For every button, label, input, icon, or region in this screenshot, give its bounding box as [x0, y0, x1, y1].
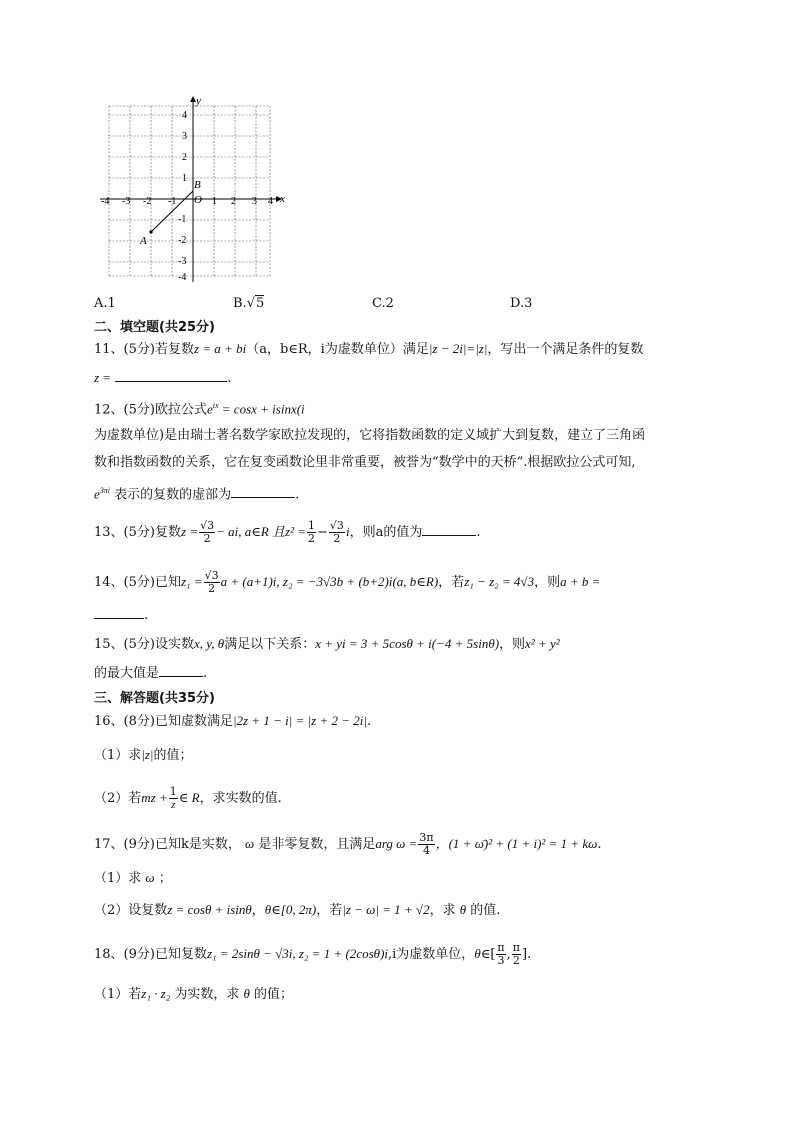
- option-b: B.√5: [233, 296, 265, 311]
- y-tick-label: -3: [178, 256, 187, 267]
- question-14-answer: .: [94, 606, 148, 625]
- y-tick-label: -2: [178, 235, 187, 246]
- section-fill-in-title: 二、填空题(共25分): [94, 320, 215, 335]
- point-a-label: A: [140, 235, 147, 247]
- question-11-answer: z = .: [94, 370, 232, 386]
- coordinate-graph: [96, 94, 296, 284]
- y-tick-label: 3: [182, 131, 187, 142]
- answer-blank[interactable]: [94, 606, 144, 619]
- x-tick-label: -4: [101, 196, 110, 207]
- question-17: 17、(9分)已知k是实数， ω 是非零复数，且满足arg ω = $\frac{3\pi}{4}$ ，(1 + ω̄)² + (1 + i)² = 1 + kω.: [94, 831, 602, 857]
- y-tick-label: 1: [182, 173, 187, 184]
- question-12-line-3: 数和指数函数的关系，它在复变函数论里非常重要，被誉为“数学中的天桥”.根据欧拉公式可知,: [94, 455, 636, 470]
- x-tick-label: 2: [231, 196, 236, 207]
- question-16: 16、(8分)已知虚数满足|2z + 1 − i| = |z + 2 − 2i|.: [94, 713, 372, 729]
- question-16-part-2: （2）若mz + $\frac{1}{z}$ ∈ R，求实数的值.: [94, 785, 282, 811]
- question-14: 14、(5分)已知z₁ = $\frac{√3}{2}$ a + (a+1)i, z₂ = −3√3b + (b+2)i(a, b∈R)，若z₁ − z₂ = 4√3，则a + b =: [94, 569, 601, 595]
- answer-blank[interactable]: [422, 523, 476, 536]
- y-tick-label: 2: [182, 152, 187, 163]
- x-tick-label: -3: [122, 196, 131, 207]
- question-18-part-1: （1）若z₁ · z₂ 为实数，求 θ 的值；: [94, 986, 294, 1002]
- origin-label: O: [194, 194, 202, 206]
- question-17-part-1: （1）求 ω ；: [94, 870, 172, 886]
- question-11: 11、(5分)若复数z = a + bi（a，b∈R，i为虚数单位）满足|z − 2i|=|z|，写出一个满足条件的复数: [94, 341, 644, 357]
- option-a: A.1: [94, 296, 116, 311]
- axis-label-x: x: [280, 193, 285, 205]
- option-c: C.2: [372, 296, 394, 311]
- point-a: [149, 230, 152, 233]
- question-16-part-1: （1）求|z|的值；: [94, 747, 193, 763]
- y-tick-label: -4: [178, 272, 187, 283]
- question-15-line-2: 的最大值是 .: [94, 666, 208, 681]
- question-13: 13、(5分)复数z = $\frac{√3}{2}$ − ai, a∈R 且z² = $\frac{1}{2}$ − $\frac{√3}{2}$ i，则a的值为 .: [94, 519, 481, 545]
- option-d: D.3: [510, 296, 533, 311]
- y-tick-label: 4: [182, 110, 187, 121]
- x-tick-label: 3: [252, 196, 257, 207]
- axis-label-y: y: [196, 95, 201, 107]
- grid-lines: [109, 106, 270, 276]
- x-tick-label: 4: [268, 196, 273, 207]
- question-12: 12、(5分)欧拉公式$e^{ix} = \cos x + isinx(i$: [94, 401, 305, 418]
- point-b-label: B: [194, 179, 201, 191]
- x-tick-label: -1: [168, 196, 177, 207]
- question-18: 18、(9分)已知复数z₁ = 2sinθ − √3i, z₂ = 1 + (2cosθ)i,i为虚数单位，θ∈[ $\frac{\pi}{3}$ , $\frac{\pi}{2}$ ].: [94, 941, 532, 967]
- x-tick-label: -2: [143, 196, 152, 207]
- section-answer-title: 三、解答题(共35分): [94, 691, 215, 706]
- answer-blank[interactable]: [159, 664, 203, 677]
- answer-blank[interactable]: [115, 369, 227, 382]
- question-17-part-2: （2）设复数z = cosθ + isinθ，θ∈[0, 2π)，若|z − ω| = 1 + √2，求 θ 的值.: [94, 902, 501, 918]
- question-12-line-4: $e^{3\pi i}$ 表示的复数的虚部为 .: [94, 486, 300, 503]
- question-12-line-2: 为虚数单位)是由瑞士著名数学家欧拉发现的，它将指数函数的定义域扩大到复数，建立了三角函: [94, 428, 646, 443]
- answer-blank[interactable]: [231, 485, 295, 498]
- x-tick-label: 1: [212, 196, 217, 207]
- question-15: 15、(5分)设实数x, y, θ满足以下关系：x + yi = 3 + 5cosθ + i(−4 + 5sinθ)，则x² + y²: [94, 636, 560, 652]
- y-tick-label: -1: [178, 214, 187, 225]
